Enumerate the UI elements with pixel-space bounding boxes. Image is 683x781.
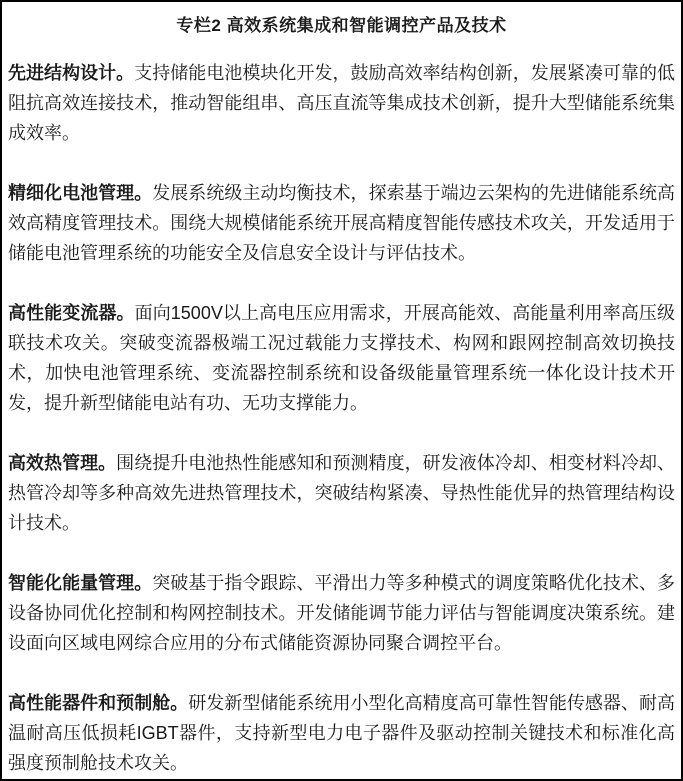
paragraph-efficient-thermal-management <box>8 448 675 538</box>
paragraph-lead: 高性能变流器。 <box>8 303 135 323</box>
paragraph-body: 支持储能电池模块化开发，鼓励高效率结构创新，发展紧凑可靠的低阻抗高效连接技术，推动智能组串、高压直流等集成技术创新，提升大型储能系统集成效率。 <box>8 63 676 143</box>
paragraph-lead: 先进结构设计。 <box>8 63 135 83</box>
paragraph-advanced-structure-design <box>8 58 675 148</box>
paragraph-body: 围绕提升电池热性能感知和预测精度，研发液体冷却、相变材料冷却、热管冷却等多种高效先进热管理技术，突破结构紧凑、导热性能优异的热管理结构设计技术。 <box>8 453 676 533</box>
paragraph-lead: 智能化能量管理。 <box>8 573 153 593</box>
paragraph-intelligent-energy-management <box>8 568 675 658</box>
paragraph-devices-and-prefab-cabin <box>8 688 675 778</box>
paragraph-body: 发展系统级主动均衡技术，探索基于端边云架构的先进储能系统高效高精度管理技术。围绕大规模储能系统开展高精度智能传感技术攻关，开发适用于储能电池管理系统的功能安全及信息安全设计与评估技术。 <box>8 183 676 263</box>
box-title: 专栏2 高效系统集成和智能调控产品及技术 <box>176 16 507 35</box>
paragraph-body: 研发新型储能系统用小型化高精度高可靠性智能传感器、耐高温耐高压低损耗IGBT器件，支持新型电力电子器件及驱动控制关键技术和标准化高强度预制舱技术攻关。 <box>8 693 676 773</box>
paragraph-lead: 高效热管理。 <box>8 453 117 473</box>
paragraph-refined-battery-management <box>8 178 675 268</box>
paragraph-lead: 高性能器件和预制舱。 <box>8 693 189 713</box>
paragraph-high-performance-converter <box>8 298 675 418</box>
paragraph-body: 面向1500V以上高电压应用需求，开展高能效、高能量利用率高压级联技术攻关。突破变流器极端工况过载能力支撑技术、构网和跟网控制高效切换技术，加快电池管理系统、变流器控制系统和设备级能量管理系统一体化设计技术开发，提升新型储能电站有功、无功支撑能力。 <box>8 303 676 413</box>
paragraph-body: 突破基于指令跟踪、平滑出力等多种模式的调度策略优化技术、多设备协同优化控制和构网控制技术。开发储能调节能力评估与智能调度决策系统。建设面向区域电网综合应用的分布式储能资源协同聚合调控平台。 <box>8 573 676 653</box>
paragraph-lead: 精细化电池管理。 <box>8 183 153 203</box>
